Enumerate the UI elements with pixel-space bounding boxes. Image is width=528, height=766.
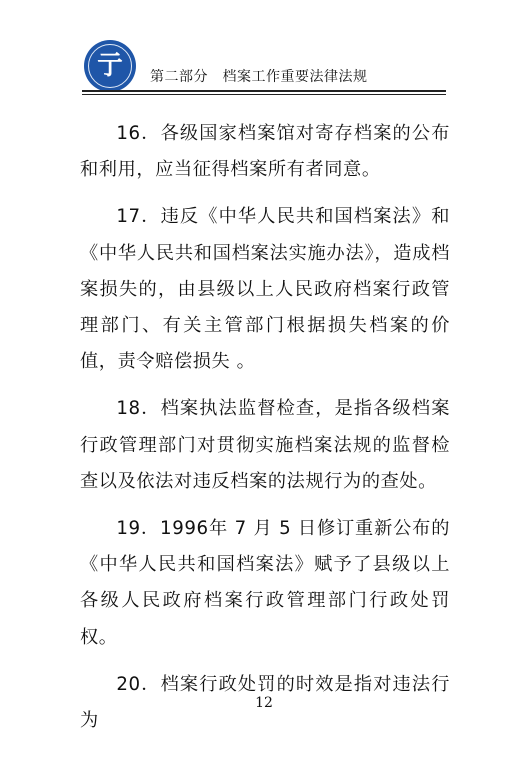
- page-number: 12: [255, 695, 273, 711]
- paragraph-18: 18．档案执法监督检查，是指各级档案行政管理部门对贯彻实施档案法规的监督检查以及依法对违反档案的法规行为的查处。: [80, 398, 450, 492]
- header-rule-thin: [82, 94, 446, 95]
- paragraph-20: 20．档案行政处罚的时效是指对违法行为: [80, 673, 450, 732]
- header-title: 第二部分 档案工作重要法律法规: [150, 69, 368, 85]
- body-text: [80, 116, 450, 750]
- paragraph-17: 17．违反《中华人民共和国档案法》和《中华人民共和国档案法实施办法》，造成档案损失的，由县级以上人民政府档案行政管理部门、有关主管部门根据损失档案的价值，责令赔偿损失 。: [80, 206, 450, 373]
- header-rule-thick: [82, 90, 446, 92]
- paragraph-19: 19．1996年 7 月 5 日修订重新公布的《中华人民共和国档案法》赋予了县级以上各级人民政府档案行政管理部门行政处罚权。: [80, 518, 450, 648]
- paragraph-16: 16．各级国家档案馆对寄存档案的公布和利用，应当征得档案所有者同意。: [80, 123, 450, 181]
- logo-glyph: 亍: [96, 51, 123, 81]
- school-logo-icon: [84, 40, 136, 92]
